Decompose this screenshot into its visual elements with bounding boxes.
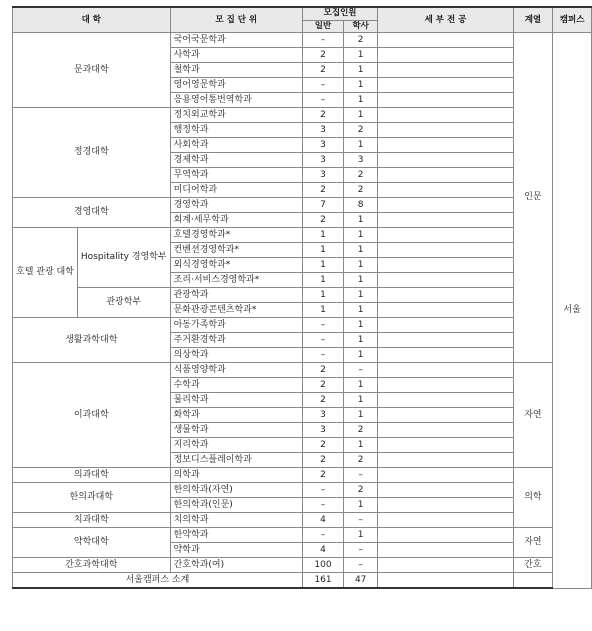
- bachelor-count: 1: [344, 93, 378, 108]
- detail-major-cell: [378, 483, 513, 498]
- general-count: –: [302, 33, 343, 48]
- table-row: [13, 363, 592, 378]
- detail-major-cell: [378, 408, 513, 423]
- table-row: [13, 33, 592, 48]
- table-row: [13, 558, 592, 573]
- detail-major-cell: [378, 363, 513, 378]
- general-count: 2: [302, 393, 343, 408]
- major-cell: 의상학과: [170, 348, 302, 363]
- college-cell: 문과대학: [13, 33, 171, 108]
- general-count: 2: [302, 438, 343, 453]
- table-row: [13, 318, 592, 333]
- major-cell: 관광학과: [170, 288, 302, 303]
- major-cell: 아동가족학과: [170, 318, 302, 333]
- detail-major-cell: [378, 528, 513, 543]
- bachelor-count: 1: [344, 78, 378, 93]
- bachelor-count: 1: [344, 438, 378, 453]
- bachelor-count: 1: [344, 108, 378, 123]
- header-detail-major: 세 부 전 공: [378, 7, 513, 33]
- bachelor-count: –: [344, 513, 378, 528]
- field-cell: 간호: [513, 558, 552, 573]
- detail-major-cell: [378, 393, 513, 408]
- detail-major-cell: [378, 93, 513, 108]
- general-count: –: [302, 528, 343, 543]
- general-count: 2: [302, 213, 343, 228]
- detail-major-cell: [378, 63, 513, 78]
- table-row: [13, 513, 592, 528]
- bachelor-count: 2: [344, 483, 378, 498]
- college-cell: 약학대학: [13, 528, 171, 558]
- bachelor-count: 1: [344, 393, 378, 408]
- major-cell: 약학과: [170, 543, 302, 558]
- general-count: 2: [302, 363, 343, 378]
- major-cell: 미디어학과: [170, 183, 302, 198]
- detail-major-cell: [378, 243, 513, 258]
- major-cell: 사회학과: [170, 138, 302, 153]
- general-count: 3: [302, 138, 343, 153]
- detail-major-cell: [378, 468, 513, 483]
- general-count: 1: [302, 228, 343, 243]
- general-count: –: [302, 318, 343, 333]
- bachelor-count: 1: [344, 303, 378, 318]
- detail-major-cell: [378, 348, 513, 363]
- header-campus: 캠퍼스: [553, 7, 592, 33]
- detail-major-cell: [378, 198, 513, 213]
- detail-major-cell: [378, 123, 513, 138]
- general-count: 1: [302, 243, 343, 258]
- general-count: –: [302, 348, 343, 363]
- general-count: 2: [302, 108, 343, 123]
- major-cell: 간호학과(여): [170, 558, 302, 573]
- college-cell: 의과대학: [13, 468, 171, 483]
- detail-major-cell: [378, 48, 513, 63]
- general-count: –: [302, 333, 343, 348]
- bachelor-count: –: [344, 543, 378, 558]
- college-cell: 생활과학대학: [13, 318, 171, 363]
- bachelor-count: 2: [344, 453, 378, 468]
- table-row: [13, 483, 592, 498]
- bachelor-count: 1: [344, 273, 378, 288]
- major-cell: 화학과: [170, 408, 302, 423]
- bachelor-count: 1: [344, 63, 378, 78]
- bachelor-count: –: [344, 558, 378, 573]
- major-cell: 경제학과: [170, 153, 302, 168]
- bachelor-count: 2: [344, 423, 378, 438]
- general-count: –: [302, 483, 343, 498]
- table-row: [13, 108, 592, 123]
- general-count: 2: [302, 48, 343, 63]
- major-cell: 철학과: [170, 63, 302, 78]
- general-count: 2: [302, 63, 343, 78]
- table-row: [13, 228, 592, 243]
- field-cell: 의학: [513, 468, 552, 528]
- general-count: 1: [302, 273, 343, 288]
- bachelor-count: 1: [344, 258, 378, 273]
- bachelor-count: 2: [344, 33, 378, 48]
- detail-major-cell: [378, 288, 513, 303]
- detail-major-cell: [378, 78, 513, 93]
- major-cell: 영어영문학과: [170, 78, 302, 93]
- bachelor-count: –: [344, 363, 378, 378]
- campus-cell: 서울: [553, 33, 592, 589]
- detail-major-cell: [378, 573, 513, 589]
- detail-major-cell: [378, 108, 513, 123]
- college-cell: 간호과학대학: [13, 558, 171, 573]
- field-cell: 자연: [513, 528, 552, 558]
- bachelor-count: 8: [344, 198, 378, 213]
- college-cell: 정경대학: [13, 108, 171, 198]
- major-cell: 행정학과: [170, 123, 302, 138]
- general-count: 2: [302, 468, 343, 483]
- general-count: –: [302, 498, 343, 513]
- major-cell: 한약학과: [170, 528, 302, 543]
- subtotal-row: [13, 573, 592, 589]
- header-quota: 모집인원: [302, 7, 377, 20]
- table-row: [13, 528, 592, 543]
- major-cell: 외식경영학과*: [170, 258, 302, 273]
- subtotal-general: 161: [302, 573, 343, 589]
- detail-major-cell: [378, 318, 513, 333]
- general-count: 1: [302, 258, 343, 273]
- general-count: 3: [302, 168, 343, 183]
- detail-major-cell: [378, 303, 513, 318]
- division-cell: Hospitality 경영학부: [77, 228, 170, 288]
- general-count: 2: [302, 453, 343, 468]
- college-cell: 이과대학: [13, 363, 171, 468]
- major-cell: 조리·서비스경영학과*: [170, 273, 302, 288]
- general-count: 100: [302, 558, 343, 573]
- detail-major-cell: [378, 558, 513, 573]
- college-cell: 경영대학: [13, 198, 171, 228]
- detail-major-cell: [378, 513, 513, 528]
- general-count: 2: [302, 183, 343, 198]
- bachelor-count: 1: [344, 348, 378, 363]
- bachelor-count: 3: [344, 153, 378, 168]
- general-count: 4: [302, 543, 343, 558]
- college-cell: 치과대학: [13, 513, 171, 528]
- detail-major-cell: [378, 333, 513, 348]
- general-count: 2: [302, 378, 343, 393]
- major-cell: 무역학과: [170, 168, 302, 183]
- header-college: 대 학: [13, 7, 171, 33]
- general-count: –: [302, 93, 343, 108]
- major-cell: 의학과: [170, 468, 302, 483]
- major-cell: 한의학과(자연): [170, 483, 302, 498]
- field-cell: [513, 573, 552, 589]
- detail-major-cell: [378, 213, 513, 228]
- major-cell: 생물학과: [170, 423, 302, 438]
- major-cell: 문화관광콘텐츠학과*: [170, 303, 302, 318]
- detail-major-cell: [378, 498, 513, 513]
- general-count: 7: [302, 198, 343, 213]
- major-cell: 물리학과: [170, 393, 302, 408]
- header-field: 계열: [513, 7, 552, 33]
- major-cell: 지리학과: [170, 438, 302, 453]
- bachelor-count: –: [344, 468, 378, 483]
- detail-major-cell: [378, 138, 513, 153]
- detail-major-cell: [378, 453, 513, 468]
- bachelor-count: 1: [344, 243, 378, 258]
- bachelor-count: 1: [344, 498, 378, 513]
- detail-major-cell: [378, 168, 513, 183]
- detail-major-cell: [378, 183, 513, 198]
- general-count: 3: [302, 123, 343, 138]
- bachelor-count: 1: [344, 48, 378, 63]
- subtotal-label: 서울캠퍼스 소계: [13, 573, 303, 589]
- table-row: [13, 198, 592, 213]
- bachelor-count: 1: [344, 378, 378, 393]
- bachelor-count: 1: [344, 213, 378, 228]
- general-count: 3: [302, 153, 343, 168]
- bachelor-count: 1: [344, 528, 378, 543]
- detail-major-cell: [378, 258, 513, 273]
- detail-major-cell: [378, 33, 513, 48]
- field-cell: 자연: [513, 363, 552, 468]
- major-cell: 사학과: [170, 48, 302, 63]
- bachelor-count: 2: [344, 168, 378, 183]
- bachelor-count: 1: [344, 318, 378, 333]
- header-unit: 모 집 단 위: [170, 7, 302, 33]
- major-cell: 한의학과(인문): [170, 498, 302, 513]
- bachelor-count: 1: [344, 228, 378, 243]
- detail-major-cell: [378, 153, 513, 168]
- general-count: 1: [302, 288, 343, 303]
- major-cell: 주거환경학과: [170, 333, 302, 348]
- major-cell: 치의학과: [170, 513, 302, 528]
- table-row: [13, 468, 592, 483]
- subtotal-bachelor: 47: [344, 573, 378, 589]
- bachelor-count: 1: [344, 288, 378, 303]
- major-cell: 정치외교학과: [170, 108, 302, 123]
- major-cell: 응용영어통번역학과: [170, 93, 302, 108]
- major-cell: 수학과: [170, 378, 302, 393]
- major-cell: 호텔경영학과*: [170, 228, 302, 243]
- field-cell: 인문: [513, 33, 552, 363]
- major-cell: 국어국문학과: [170, 33, 302, 48]
- bachelor-count: 2: [344, 123, 378, 138]
- major-cell: 회계·세무학과: [170, 213, 302, 228]
- college-cell: 호텔 관광 대학: [13, 228, 78, 318]
- major-cell: 정보디스플레이학과: [170, 453, 302, 468]
- detail-major-cell: [378, 423, 513, 438]
- bachelor-count: 1: [344, 333, 378, 348]
- general-count: 3: [302, 423, 343, 438]
- general-count: 1: [302, 303, 343, 318]
- bachelor-count: 1: [344, 138, 378, 153]
- division-cell: 관광학부: [77, 288, 170, 318]
- header-general: 일반: [302, 20, 343, 33]
- header-bachelor: 학사: [344, 20, 378, 33]
- general-count: –: [302, 78, 343, 93]
- admissions-table: [12, 6, 592, 589]
- bachelor-count: 1: [344, 408, 378, 423]
- detail-major-cell: [378, 378, 513, 393]
- general-count: 4: [302, 513, 343, 528]
- detail-major-cell: [378, 228, 513, 243]
- major-cell: 경영학과: [170, 198, 302, 213]
- detail-major-cell: [378, 438, 513, 453]
- detail-major-cell: [378, 273, 513, 288]
- college-cell: 한의과대학: [13, 483, 171, 513]
- table-row: [13, 288, 592, 303]
- detail-major-cell: [378, 543, 513, 558]
- bachelor-count: 2: [344, 183, 378, 198]
- general-count: 3: [302, 408, 343, 423]
- major-cell: 컨벤션경영학과*: [170, 243, 302, 258]
- major-cell: 식품영양학과: [170, 363, 302, 378]
